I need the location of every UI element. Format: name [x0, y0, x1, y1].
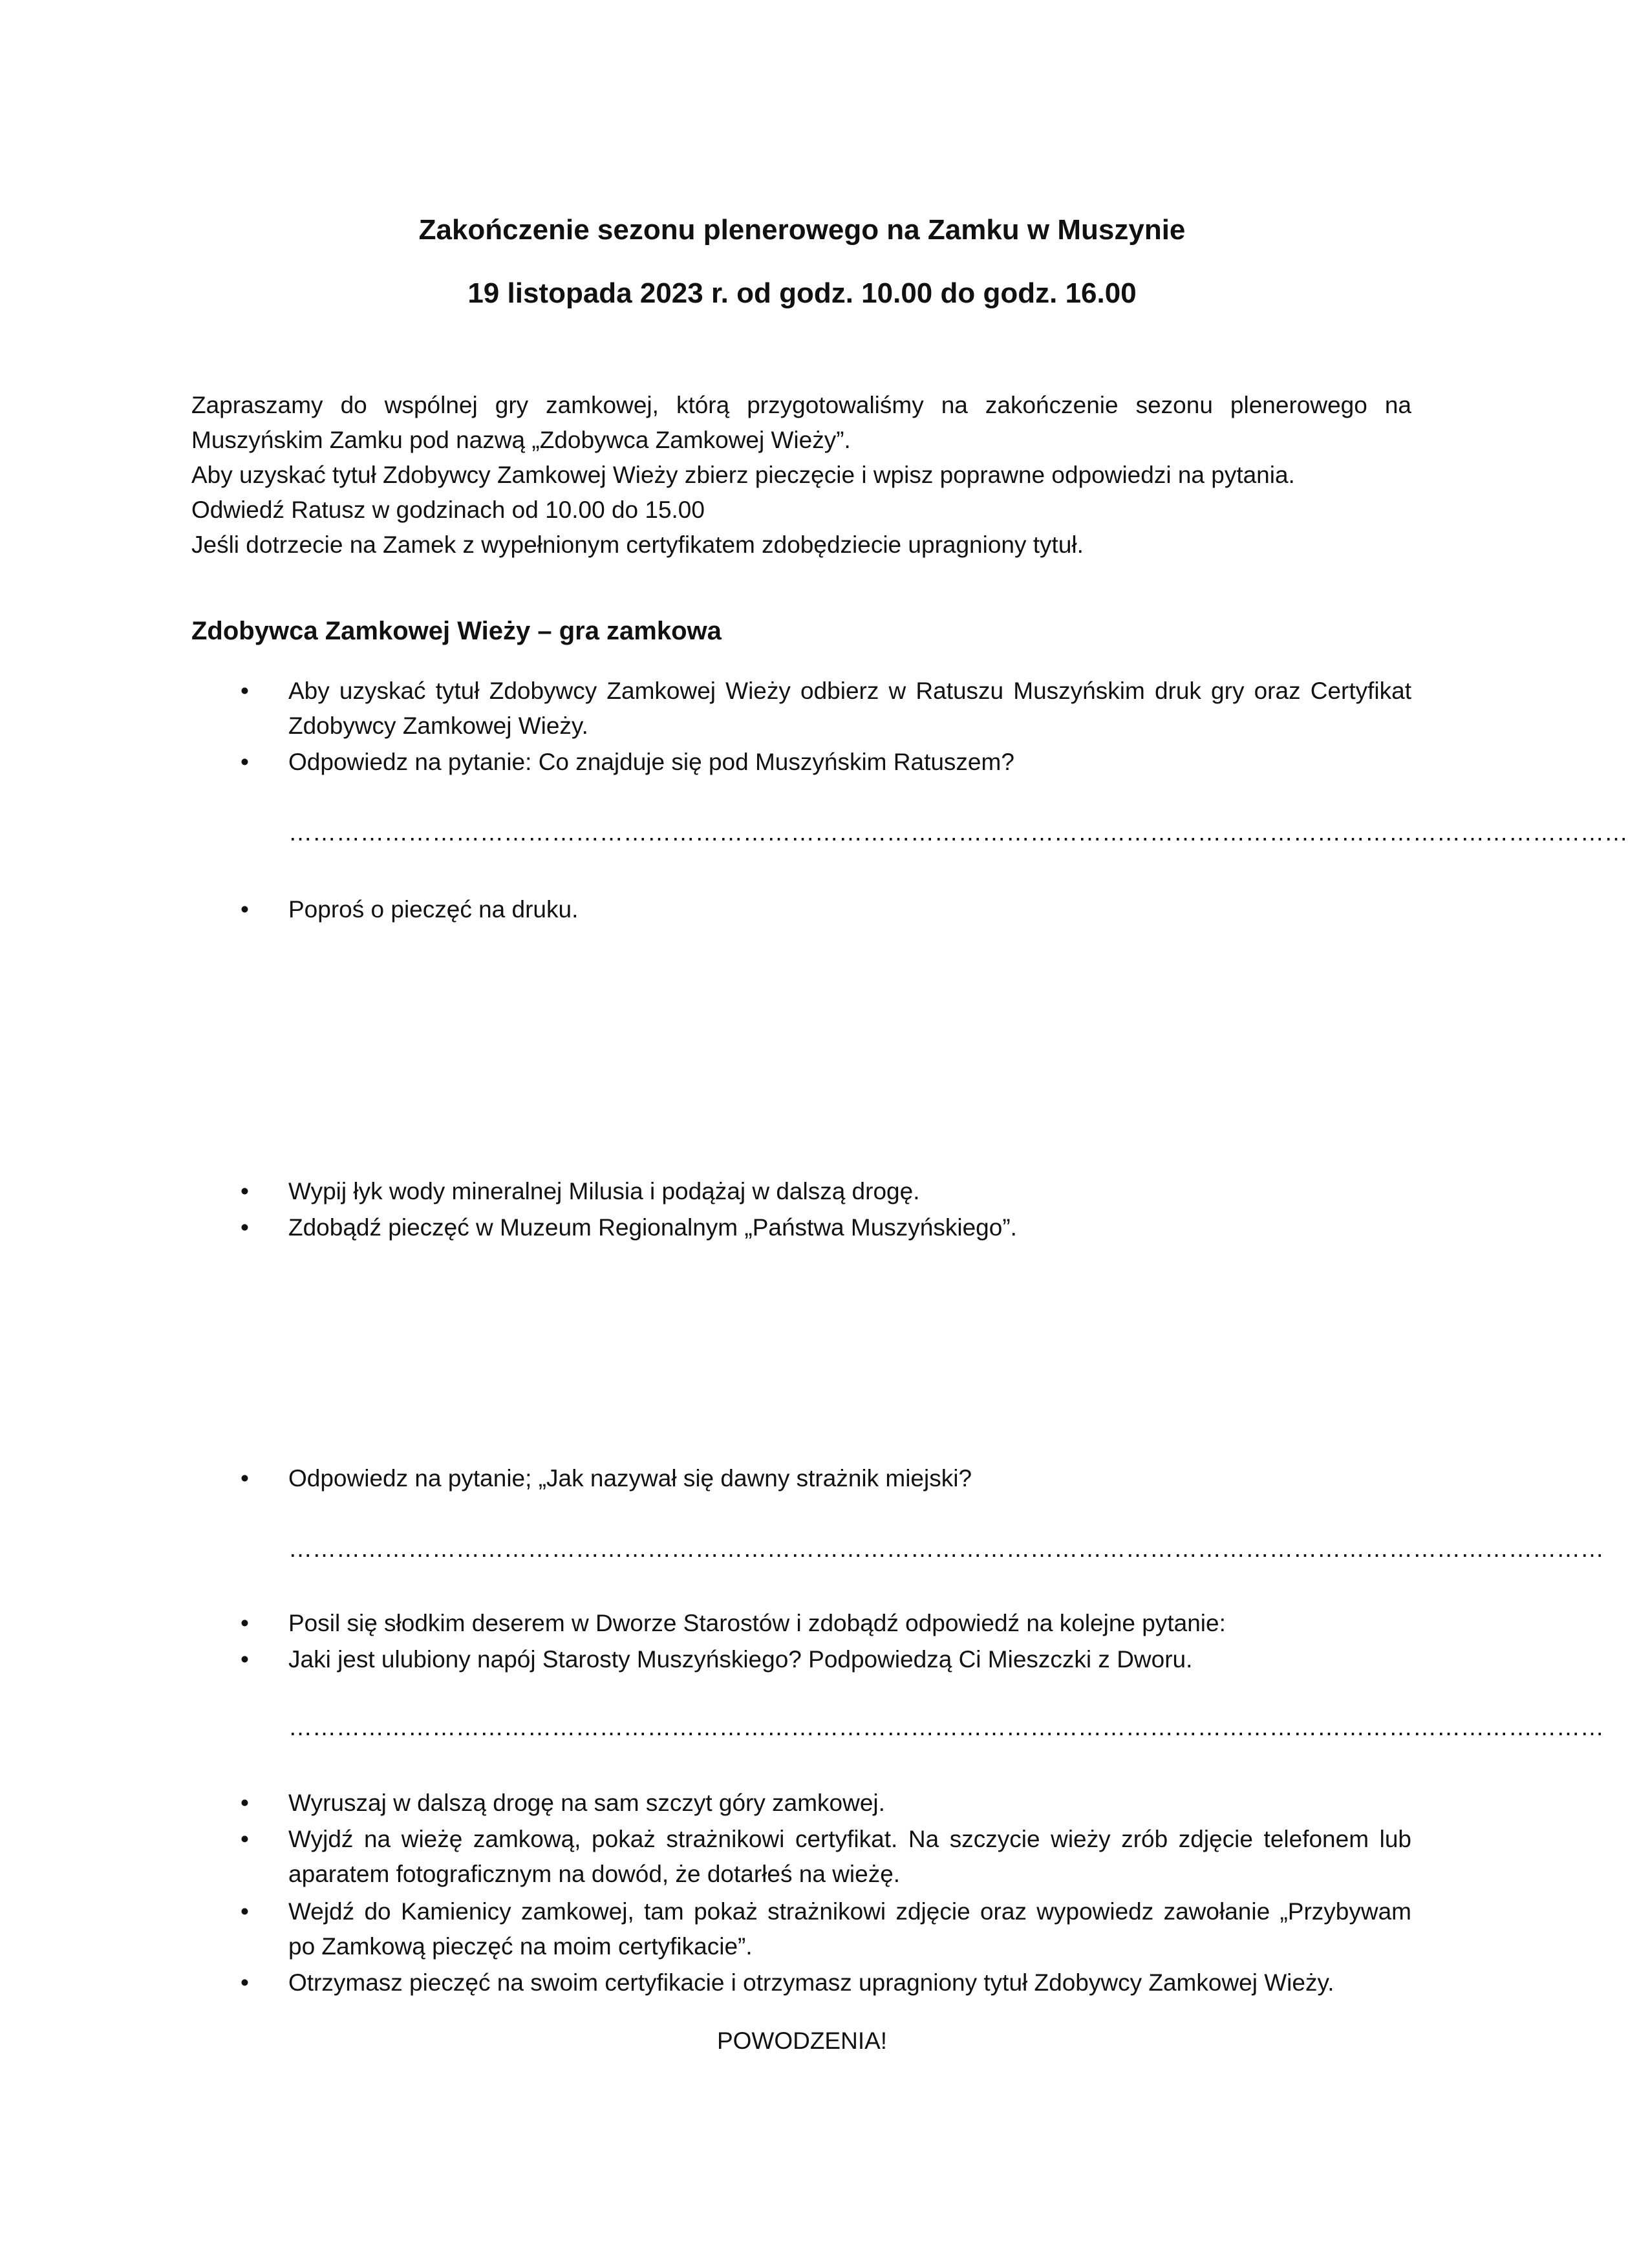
- item-12-text: Otrzymasz pieczęć na swoim certyfikacie i otrzymasz upragniony tytuł Zdobywcy Zamkowej Wieży.: [288, 1969, 1334, 1996]
- bullet-icon: •: [241, 1646, 249, 1673]
- bullet-icon: •: [241, 1790, 249, 1816]
- bullet-icon: •: [241, 1465, 249, 1492]
- closing-text: POWODZENIA!: [716, 2027, 888, 2054]
- item-8-text: Jaki jest ulubiony napój Starosty Muszyńskiego? Podpowiedzą Ci Mieszczki z Dworu.: [288, 1646, 1193, 1673]
- item-3-text: Poproś o pieczęć na druku.: [288, 896, 579, 923]
- intro-line-1: Zapraszamy do wspólnej gry zamkowej, którą przygotowaliśmy na zakończenie sezonu plenerowego na: [191, 392, 1411, 418]
- event-date: 19 listopada 2023 r. od godz. 10.00 do godz. 16.00: [467, 277, 1137, 309]
- item-7-text: Posil się słodkim deserem w Dworze Starostów i zdobądź odpowiedź na kolejne pytanie:: [288, 1610, 1226, 1636]
- item-6-text: Odpowiedz na pytanie; „Jak nazywał się dawny strażnik miejski?: [288, 1465, 972, 1492]
- item-11-line-1: Wejdź do Kamienicy zamkowej, tam pokaż strażnikowi zdjęcie oraz wypowiedz zawołanie „Przybywam: [288, 1898, 1411, 1925]
- page-title: Zakończenie sezonu plenerowego na Zamku w Muszynie: [418, 214, 1186, 246]
- bullet-icon: •: [241, 1898, 249, 1925]
- item-11-line-2: po Zamkową pieczęć na moim certyfikacie”.: [288, 1933, 753, 1960]
- bullet-icon: •: [241, 896, 249, 923]
- intro-line-5: Jeśli dotrzecie na Zamek z wypełnionym certyfikatem zdobędziecie upragniony tytuł.: [191, 531, 1084, 558]
- answer-line-3[interactable]: …………………………………………………………………………………………………………………………………………………: [288, 1714, 1604, 1740]
- answer-line-1[interactable]: ……………………………………………………………………………………………………………………………………………………: [288, 819, 1628, 846]
- intro-line-3: Aby uzyskać tytuł Zdobywcy Zamkowej Wieży zbierz pieczęcie i wpisz poprawne odpowiedzi na pytania.: [191, 462, 1295, 488]
- item-10-line-2: aparatem fotograficznym na dowód, że dotarłeś na wieżę.: [288, 1861, 901, 1887]
- intro-line-2: Muszyńskim Zamku pod nazwą „Zdobywca Zamkowej Wieży”.: [191, 427, 851, 453]
- bullet-icon: •: [241, 1826, 249, 1852]
- bullet-icon: •: [241, 678, 249, 704]
- bullet-icon: •: [241, 1178, 249, 1204]
- intro-paragraph: [191, 388, 1411, 562]
- bullet-icon: •: [241, 749, 249, 775]
- bullet-icon: •: [241, 1610, 249, 1636]
- item-5-text: Zdobądź pieczęć w Muzeum Regionalnym „Państwa Muszyńskiego”.: [288, 1214, 1017, 1241]
- item-4-text: Wypij łyk wody mineralnej Milusia i podążaj w dalszą drogę.: [288, 1178, 920, 1204]
- item-9-text: Wyruszaj w dalszą drogę na sam szczyt góry zamkowej.: [288, 1790, 885, 1816]
- answer-line-2[interactable]: …………………………………………………………………………………………………………………………………………………: [288, 1535, 1604, 1562]
- section-heading: Zdobywca Zamkowej Wieży – gra zamkowa: [191, 617, 722, 645]
- item-1-line-1: Aby uzyskać tytuł Zdobywcy Zamkowej Wieży odbierz w Ratuszu Muszyńskim druk gry oraz Certyfikat: [288, 678, 1411, 704]
- bullet-icon: •: [241, 1214, 249, 1241]
- intro-line-4: Odwiedź Ratusz w godzinach od 10.00 do 15.00: [191, 497, 705, 523]
- bullet-icon: •: [241, 1969, 249, 1996]
- item-2-text: Odpowiedz na pytanie: Co znajduje się pod Muszyńskim Ratuszem?: [288, 749, 1014, 775]
- item-1-line-2: Zdobywcy Zamkowej Wieży.: [288, 712, 588, 739]
- item-10-line-1: Wyjdź na wieżę zamkową, pokaż strażnikowi certyfikat. Na szczycie wieży zrób zdjęcie telefonem lub: [288, 1826, 1411, 1852]
